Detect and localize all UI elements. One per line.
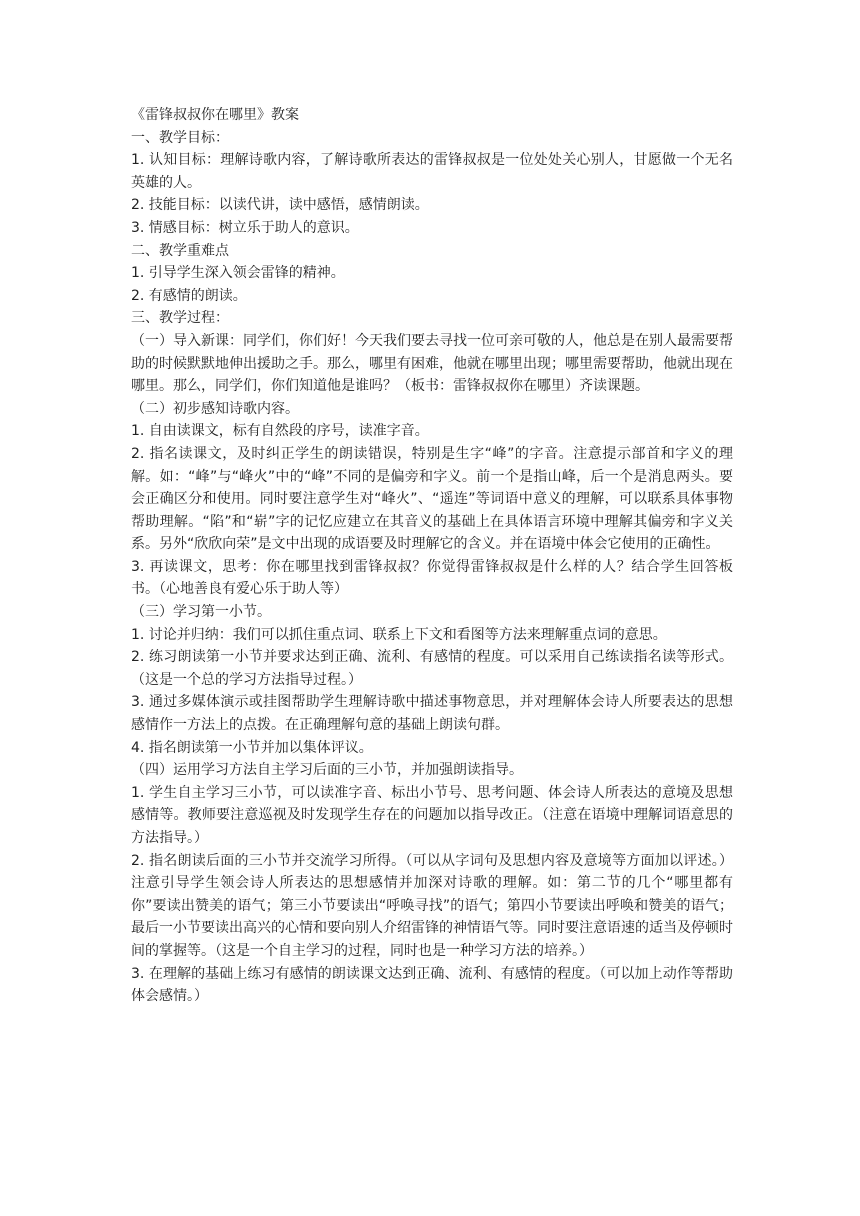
paragraph: 2. 指名读课文，及时纠正学生的朗读错误，特别是生字“峰”的字音。注意提示部首和字义的理解。如：“峰”与“峰火”中的“峰”不同的是偏旁和字义。前一个是指山峰，后一个是消息两头。要会正确区分和使用。同时要注意学生对“峰火”、“遥连”等词语中意义的理解，可以联系具体事物帮助理解。“陷”和“崭”字的记忆应建立在其音义的基础上在具体语言环境中理解其偏旁和字义关系。另外“欣欣向荣”是文中出现的成语要及时理解它的含义。并在语境中体会它使用的正确性。 [131, 445, 733, 553]
subsection-heading: （四）运用学习方法自主学习后面的三小节，并加强朗读指导。 [131, 762, 523, 779]
paragraph: 2. 有感情的朗读。 [131, 287, 247, 304]
paragraph: 3. 在理解的基础上练习有感情的朗读课文达到正确、流利、有感情的程度。（可以加上动作等帮助体会感情。） [131, 965, 733, 1005]
paragraph: 2. 练习朗读第一小节并要求达到正确、流利、有感情的程度。可以采用自己练读指名读等形式。（这是一个总的学习方法指导过程。） [131, 649, 733, 688]
section-heading-process: 三、教学过程： [131, 310, 229, 327]
paragraph: 1. 引导学生深入领会雷锋的精神。 [131, 265, 345, 282]
section-heading-key-points: 二、教学重难点 [131, 242, 229, 259]
subsection-heading: （二）初步感知诗歌内容。 [131, 400, 299, 417]
paragraph: 3. 情感目标：树立乐于助人的意识。 [131, 219, 359, 236]
paragraph: 3. 再读课文，思考：你在哪里找到雷锋叔叔？你觉得雷锋叔叔是什么样的人？结合学生回答板书。（心地善良有爱心乐于助人等） [131, 558, 733, 598]
paragraph: 1. 学生自主学习三小节，可以读准字音、标出小节号、思考问题、体会诗人所表达的意境及思想感情等。教师要注意巡视及时发现学生存在的问题加以指导改正。（注意在语境中理解词语意思的方法指导。） [131, 784, 733, 846]
paragraph: 4. 指名朗读第一小节并加以集体评议。 [131, 739, 373, 756]
document-title: 《雷锋叔叔你在哪里》教案 [131, 107, 299, 123]
paragraph: 1. 认知目标：理解诗歌内容，了解诗歌所表达的雷锋叔叔是一位处处关心别人，甘愿做一个无名英雄的人。 [131, 152, 733, 191]
paragraph: （一）导入新课：同学们，你们好！今天我们要去寻找一位可亲可敬的人，他总是在别人最需要帮助的时候默默地伸出援助之手。那么，哪里有困难，他就在哪里出现；哪里需要帮助，他就出现在哪里。那么，同学们，你们知道他是谁吗？（板书：雷锋叔叔你在哪里）齐读课题。 [131, 332, 733, 395]
paragraph: 2. 指名朗读后面的三小节并交流学习所得。（可以从字词句及思想内容及意境等方面加以评述。）注意引导学生领会诗人所表达的思想感情并加深对诗歌的理解。如：第二节的几个“哪里都有你”要读出赞美的语气；第三小节要读出“呼唤寻找”的语气；第四小节要读出呼唤和赞美的语气；最后一小节要读出高兴的心情和要向别人介绍雷锋的神情语气等。同时要注意语速的适当及停顿时间的掌握等。（这是一个自主学习的过程，同时也是一种学习方法的培养。） [131, 852, 733, 959]
section-heading-objectives: 一、教学目标： [131, 129, 229, 146]
paragraph: 2. 技能目标：以读代讲，读中感悟，感情朗读。 [131, 197, 429, 214]
paragraph: 1. 自由读课文，标有自然段的序号，读准字音。 [131, 423, 429, 440]
document-page [131, 104, 733, 1008]
subsection-heading: （三）学习第一小节。 [131, 604, 271, 621]
paragraph: 1. 讨论并归纳：我们可以抓住重点词、联系上下文和看图等方法来理解重点词的意思。 [131, 626, 667, 643]
paragraph: 3. 通过多媒体演示或挂图帮助学生理解诗歌中描述事物意思，并对理解体会诗人所要表达的思想感情作一方法上的点拨。在正确理解句意的基础上朗读句群。 [131, 694, 733, 734]
